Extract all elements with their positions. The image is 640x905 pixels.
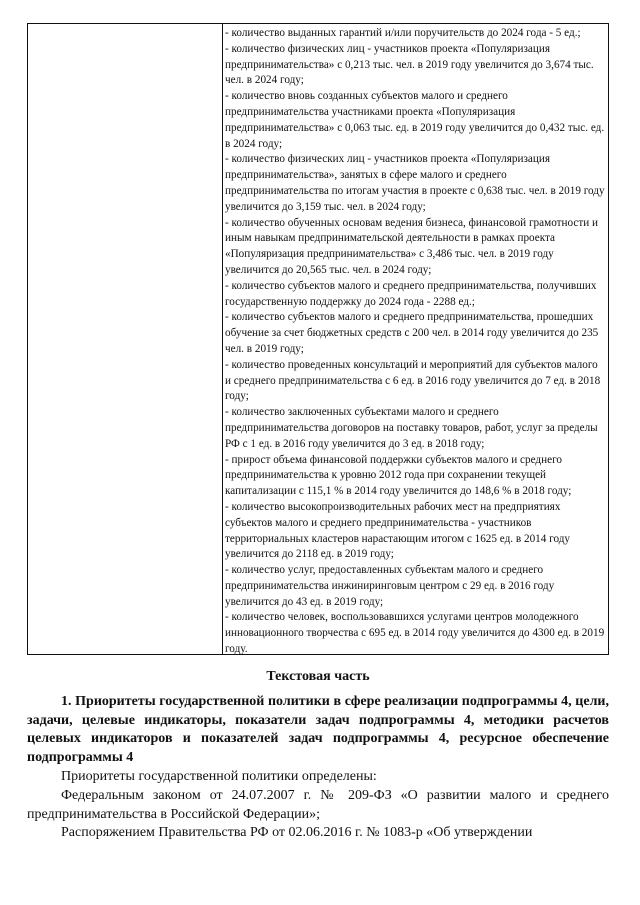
indicator-item: - количество субъектов малого и среднего предпринимательства, получивших государственную поддержку до 2024 года - 2288 ед.; <box>225 279 597 308</box>
indicator-item: - количество физических лиц - участников проекта «Популяризация предпринимательства», занятых в сфере малого и среднего предпринимательства по итогам участия в проекте с 0,638 тыс. чел. в 2019 году увеличится до 3,159 тыс. чел. в 2024 году; <box>225 153 605 213</box>
indicator-item: - количество выданных гарантий и/или поручительств до 2024 года - 5 ед.; <box>225 27 581 39</box>
indicator-item: - количество заключенных субъектами малого и среднего предпринимательства договоров на поставку товаров, работ, услуг за пределы РФ с 1 ед. в 2016 году увеличится до 3 ед. в 2018 году; <box>225 406 598 450</box>
indicator-item: - количество проведенных консультаций и мероприятий для субъектов малого и среднего предпринимательства с 6 ед. в 2016 году увеличится до 7 ед. в 2018 году; <box>225 358 601 403</box>
section-title: 1. Приоритеты государственной политики в сфере реализации подпрограммы 4, цели, задачи, целевые индикаторы, показатели задач подпрограммы 4, методики расчетов целевых индикаторов и показателей задач подпрограммы 4, ресурсное обеспечение подпрограммы 4 <box>27 693 609 766</box>
paragraph: Распоряжением Правительства РФ от 02.06.2016 г. № 1083-р «Об утверждении <box>61 825 533 841</box>
indicator-item: - количество обученных основам ведения бизнеса, финансовой грамотности и иным навыкам предпринимательской деятельности в рамках проекта «Популяризация предпринимательства» с 3,486 тыс. чел. в 2019 году увеличится до 20,565 тыс. чел. в 2024 году; <box>225 216 599 276</box>
indicator-item: - количество услуг, предоставленных субъектам малого и среднего предпринимательства инжиниринговым центром с 29 ед. в 2016 году увеличится до 43 ед. в 2019 году; <box>225 564 555 608</box>
paragraph: Федеральным законом от 24.07.2007 г. № 209-ФЗ «О развитии малого и среднего предпринимательства в Российской Федерации»; <box>27 787 609 822</box>
table-left-cell <box>28 24 223 654</box>
indicators-table <box>27 23 609 655</box>
indicator-item: - количество вновь созданных субъектов малого и среднего предпринимательства участниками проекта «Популяризация предпринимательства» с 0,063 тыс. ед. в 2019 году увеличится до 0,432 тыс. ед. в 2024 году; <box>225 90 605 150</box>
indicator-item: - количество физических лиц - участников проекта «Популяризация предпринимательства» с 0,213 тыс. чел. в 2019 году увеличится до 3,674 тыс. чел. в 2024 году; <box>225 42 594 87</box>
paragraph: Приоритеты государственной политики определены: <box>61 768 377 784</box>
indicator-item: - количество субъектов малого и среднего предпринимательства, прошедших обучение за счет бюджетных средств с 200 чел. в 2014 году увеличится до 235 чел. в 2019 году; <box>225 311 599 355</box>
indicator-item: - количество высокопроизводительных рабочих мест на предприятиях субъектов малого и среднего предпринимательства - участников территориальных кластеров нарастающим итогом с 1625 ед. в 2014 году увеличится до 2118 ед. в 2019 году; <box>225 500 571 561</box>
indicator-item: - прирост объема финансовой поддержки субъектов малого и среднего предпринимательства к уровню 2012 года при сохранении текущей капитализации с 115,1 % в 2014 году увеличится до 148,6 % в 2018 году; <box>225 453 572 498</box>
table-right-cell <box>223 24 608 654</box>
indicator-item: - количество человек, воспользовавшихся услугами центров молодежного инновационного творчества с 695 ед. в 2014 году увеличится до 4300 ед. в 2019 году. <box>225 611 605 656</box>
text-part-section <box>27 668 609 843</box>
text-part-heading: Текстовая часть <box>266 669 370 684</box>
